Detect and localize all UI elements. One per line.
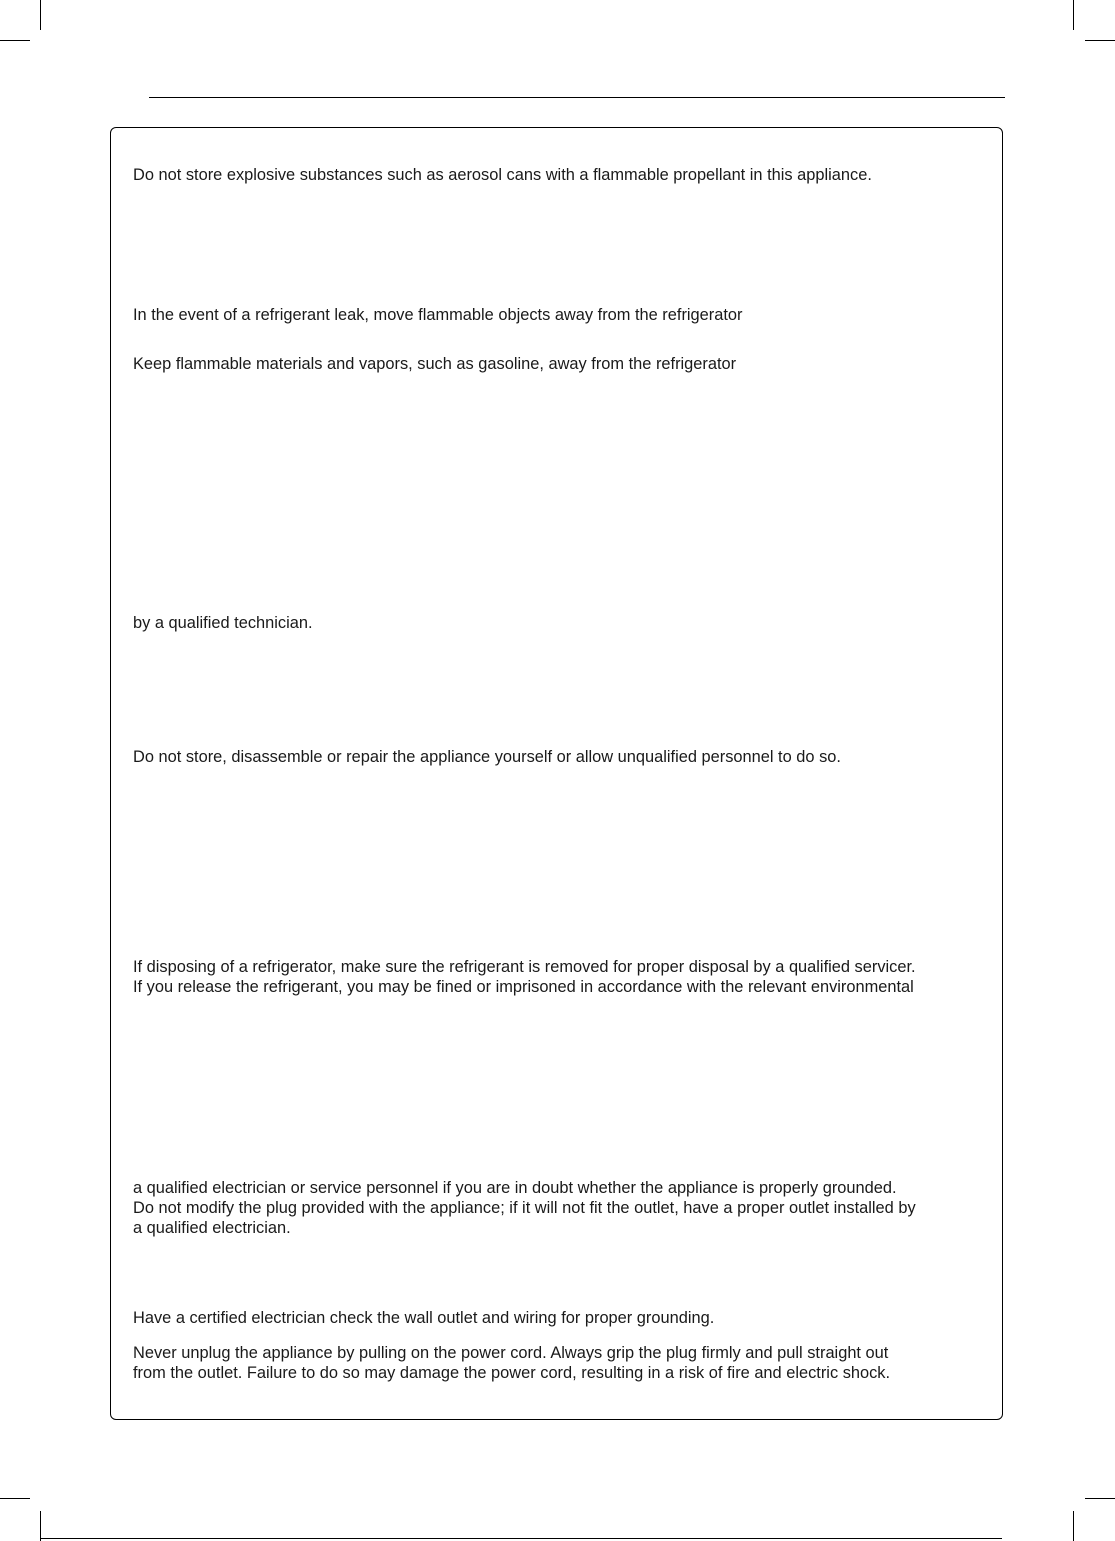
unplug-warning-line-2: from the outlet. Failure to do so may damage the power cord, resulting in a risk of fire and electric shock. xyxy=(133,1364,891,1382)
crop-mark-bottom-right-horizontal xyxy=(1085,1498,1115,1499)
disposal-warning-line-2: If you release the refrigerant, you may be fined or imprisoned in accordance with the relevant environmental xyxy=(133,978,914,996)
disassembly-warning: Do not store, disassemble or repair the appliance yourself or allow unqualified personnel to do so. xyxy=(133,748,841,766)
crop-mark-bottom-left-vertical xyxy=(40,1511,41,1541)
crop-mark-bottom-right-vertical xyxy=(1073,1511,1074,1541)
refrigerant-leak-warning: In the event of a refrigerant leak, move flammable objects away from the refrigerator xyxy=(133,306,743,324)
crop-mark-bottom-left-horizontal xyxy=(0,1498,30,1499)
explosive-substances-warning: Do not store explosive substances such as aerosol cans with a flammable propellant in this appliance. xyxy=(133,166,872,184)
grounding-warning-line-1: a qualified electrician or service personnel if you are in doubt whether the appliance is properly grounded. xyxy=(133,1179,897,1197)
unplug-warning-line-1: Never unplug the appliance by pulling on the power cord. Always grip the plug firmly and pull straight out xyxy=(133,1344,889,1362)
crop-mark-top-left-vertical xyxy=(40,0,41,30)
qualified-technician-line: by a qualified technician. xyxy=(133,614,313,632)
crop-mark-top-left-horizontal xyxy=(0,40,30,41)
outlet-check-warning: Have a certified electrician check the wall outlet and wiring for proper grounding. xyxy=(133,1309,715,1327)
disposal-warning-line-1: If disposing of a refrigerator, make sure the refrigerant is removed for proper disposal by a qualified servicer. xyxy=(133,958,916,976)
crop-mark-top-right-horizontal xyxy=(1085,40,1115,41)
grounding-warning-line-2: Do not modify the plug provided with the appliance; if it will not fit the outlet, have a proper outlet installed by xyxy=(133,1199,916,1217)
flammable-materials-warning: Keep flammable materials and vapors, such as gasoline, away from the refrigerator xyxy=(133,355,737,373)
grounding-warning-line-3: a qualified electrician. xyxy=(133,1219,291,1237)
crop-mark-top-right-vertical xyxy=(1073,0,1074,30)
footer-rule xyxy=(40,1538,1002,1539)
header-rule xyxy=(149,97,1005,98)
